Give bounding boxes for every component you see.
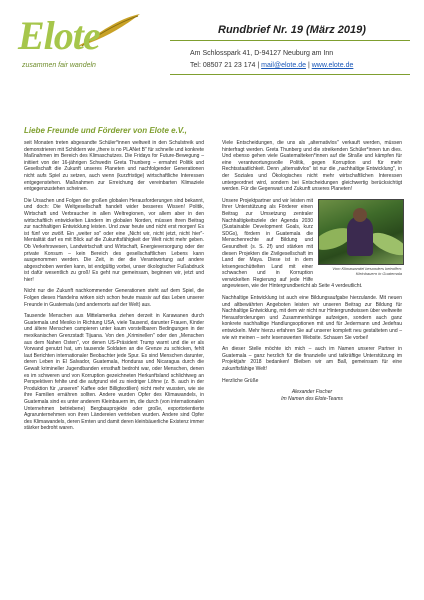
signature-org: Im Namen des Elote-Teams [281, 395, 343, 402]
paragraph: Tausende Menschen aus Mittelamerika ziehen derzeit in Karawanen durch Guatemala und Mexiko in Richtung USA, viele Tausend, darunter Frauen, Kinder und ältere Menschen campieren unter kaum vorstellbaren Bedingungen in der mexikanischen Grenzstadt Tijuana. Von den „Kriminellen" oder den „Menschen aus dem Nahen Osten", vor denen US-Präsident Trump warnt und die er als Vorwand genutzt hat, um tausende Soldaten an die Grenze zu schicken, fehlt laut Berichten internationaler Beobachter jede Spur. Es sind Menschen darunter, deren Leben in El Salvador, Guatemala, Honduras und Nicaragua durch die Gewalt krimineller Jugendbanden ernsthaft bedroht war, oder Menschen, denen es im schweren und von Korruption gezeichneten Herkunftsland schlichtweg an Perspektiven fehlte und die aufgrund viel zu niedriger Löhne (z. B. auch in der Produktion für „unseren" Kaffee oder Billigtextilien) nicht mehr wussten, wie sie ihre Familien ernähren sollten. Andere wurden Opfer des Klimawandels, in Guatemala sind es unter anderem Kleinbauern im, die durch (von internationalen Unternehmen betriebene) Bergbauprojekte oder große, exportorientierte Agrarunternehmen von ihren Ländereien vertrieben wurden. Andere sind Opfer des Klimawandels, deren Ernten und damit deren kleinbäuerliche Existenz immer stärker bedroht waren. [24, 313, 204, 432]
newsletter-title: Rundbrief Nr. 19 (März 2019) [218, 24, 366, 36]
website-link[interactable]: www.elote.de [311, 62, 354, 69]
elote-logo [12, 6, 162, 86]
photo-caption: Vom Klimawandel besonders betroffen: Kleinbauern in Guatemala [332, 265, 402, 276]
photo-figure [318, 199, 402, 276]
paragraph: seit Monaten treten abgesandte Schüler*innen weltweit in den Schulstreik und demonstrieren mit Schildern wie „there is no PLANet B" für schnelle und konkrete Maßnahmen im Bereich des Klimaschutzes. Die Fridays for Future-Bewegung – initiiert von der 16-jährigen Schwedin Greta Thunberg – ermahnt Politik und Gesellschaft die Zukunft unseres Planeten und nachfolgender Generationen nicht aufs Spiel zu setzen, auch wenn (kurzfristige) wirtschaftliche Interessen entgegenstehen. Maßnahmen zur Erreichung der vereinbarten Klimaziele entgegenzustehen scheinen. [24, 140, 204, 193]
paragraph: Viele Entscheidungen, die uns als „alternativlos" verkauft werden, müssen hinterfragt werden. Greta Thunberg und die streikenden Schüler*innen tun dies. Und ebenso gehen viele Guatemalteken*innen auf die Straße und kämpfen für eine verantwortungsvolle Politik, gegen Korruption und für mehr Rechtsstaatlichkeit. Denn „alternativlos" ist nur die „nachhaltige Entwicklung", in der Soziales und Ökologisches nicht mehr wirtschaftlichen Interessen untergeordnet wird, sondern bei Entscheidungen gleichwertig berücksichtigt werden. Für die Gegenwart und Zukunft unseres Planeten! [222, 140, 402, 193]
header-divider-top [170, 40, 410, 41]
greeting-heading: Liebe Freunde und Förderer von Elote e.V., [24, 126, 187, 135]
paragraph: Nicht nur die Zukunft nachkommender Generationen steht auf dem Spiel, die Folgen dieses Handelns wirken sich schon heute massiv auf das Leben unserer Freunde in Guatemala (und andernorts auf der Welt) aus. [24, 288, 204, 308]
separator: | [257, 62, 260, 69]
closing: Herzliche Grüße [222, 377, 259, 384]
logo-text: Elote [18, 13, 100, 58]
logo-tagline: zusammen fair wandeln [22, 62, 96, 69]
separator: | [307, 62, 310, 69]
paragraph: Unsere Projektpartner und wir leisten mit Ihrer Unterstützung als Förderer einen Beitrag zur Umsetzung zentraler Nachhaltigkeitsziele der Agenda 2030 (Sustainable Development Goals, kurz SDGs), fördern in Guatemala die Menschenrechte auf Bildung und Gesundheit (s. S. 2f) und stärken mit diesen Projekten die Zivilgesellschaft im Land der Maya. Diese ist in dem krisengeschüttelten Land mit einer schwachen und in Korruption verwickelten Regierung auf jede Hilfe angewiesen, wie der Hintergrundbericht ab Seite 4 verdeutlicht. [222, 197, 363, 290]
header-divider-bottom [170, 74, 410, 75]
header-contact-line [190, 62, 353, 69]
signature-name: Alexander Fischer [291, 389, 333, 396]
header-address: Am Schlosspark 41, D-94127 Neuburg am Inn [190, 50, 334, 57]
farmer-photo [318, 199, 404, 265]
phone-number: Tel: 08507 21 23 174 [190, 62, 256, 69]
paragraph: Die Ursachen und Folgen der großen globalen Herausforderungen sind bekannt, und doch: Die Weltgesellschaft handelt wider besseres Wissen! Politik, Wirtschaft und Verbraucher in allen Weltregionen, vor allem aber in den wirtschaftlich entwickelten Ländern im globalen Norden, müssen ihren Beitrag zur nachhaltigen Entwicklung leisten. Und zwar heute und nicht erst morgen! Es ist fünf vor zwölf. Ein „weiter so" oder eine „Nicht wir, nicht jetzt, nicht hier"-Mentalität darf es mit Blick auf die Zukunftsfähigkeit der Welt nicht mehr geben. Ob Verkehrswesen, Landwirtschaft und Wirtschaft, Energieversorgung oder der private Konsum – kein Bereich des gesellschaftlichen Lebens kann ausgenommen werden. Die Zeit, in der die Verantwortung auf andere abgeschoben werden kann, ist endgültig vorbei, unser ökologischer Fußabdruck ist dafür wesentlich zu groß! Es geht nur gemeinsam, beginnen wir, jetzt und hier! [24, 197, 204, 283]
email-link[interactable]: mail@elote.de [261, 62, 306, 69]
left-column [24, 140, 204, 437]
paragraph: An dieser Stelle möchte ich mich – auch im Namen unserer Partner in Guatemala – ganz herzlich für die finanzielle und tatkräftige Unterstützung im Projektjahr 2018 bedanken! Bleiben wir am Ball, gemeinsam für eine zukunftsfähige Welt! [222, 346, 402, 372]
paragraph: Nachhaltige Entwicklung ist auch eine Bildungsaufgabe hierzulande. Mit neuen und altbewährten Angeboten leisten wir unseren Beitrag zur Bildung für Nachhaltige Entwicklung, mit dem wir nicht nur Hintergrundwissen über weltweite Herausforderungen und Zusammenhänge aufzeigen, sondern auch ganz konkrete nachhaltige Handlungsoptionen mit und für Jedermann und Jedefrau entwickeln. Mehr hierzu erfahren Sie auf unserer komplett neu gestalteten und – wie wir meinen – sehr lesenswerten Website. Schauen Sie vorbei! [222, 295, 402, 341]
right-column [222, 140, 402, 402]
